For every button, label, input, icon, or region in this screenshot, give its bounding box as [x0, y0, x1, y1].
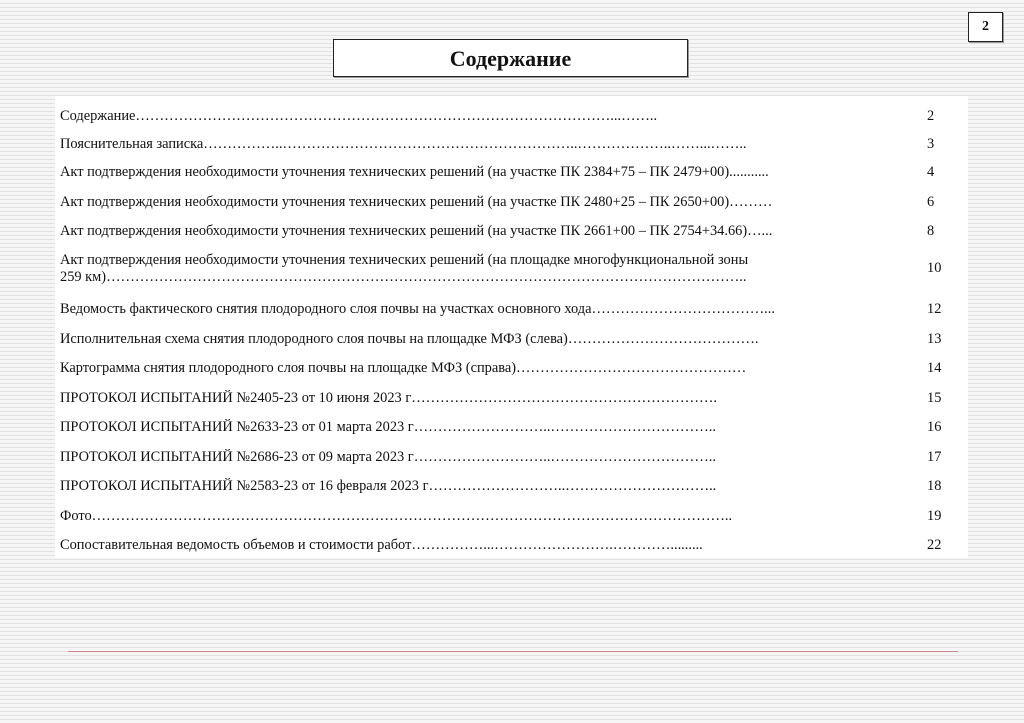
- page-number: 2: [968, 12, 1003, 42]
- toc-entry-title: [60, 252, 912, 286]
- toc-entry-page: 10: [927, 260, 942, 276]
- toc-entry-title: Фото……………………………………………………………………………………………………………………..: [60, 508, 733, 524]
- toc-entry-page: 22: [927, 537, 942, 553]
- toc-entry-page: 18: [927, 478, 942, 494]
- toc-entry-page: 14: [927, 360, 942, 376]
- toc-entry-title: Картограмма снятия плодородного слоя почвы на площадке МФЗ (справа)…………………………………………: [60, 360, 747, 376]
- page-title: Содержание: [333, 39, 688, 77]
- toc-entry-page: 3: [927, 136, 935, 152]
- toc-entry-page: 6: [927, 194, 935, 210]
- toc-entry-title: ПРОТОКОЛ ИСПЫТАНИЙ №2405-23 от 10 июня 2023 г……………………………………………………….: [60, 390, 718, 406]
- table-of-contents: [55, 96, 968, 558]
- toc-entry-page: 19: [927, 508, 942, 524]
- toc-entry-title-line1: Акт подтверждения необходимости уточнения технических решений (на площадке многофункциональной зоны: [60, 252, 749, 268]
- toc-entry-page: 8: [927, 223, 935, 239]
- toc-entry-title: Содержание………………………………………………………………………………………...……..: [60, 108, 658, 124]
- toc-entry-title: ПРОТОКОЛ ИСПЫТАНИЙ №2686-23 от 09 марта 2023 г………………………..……………………………..: [60, 449, 716, 465]
- toc-entry-page: 13: [927, 331, 942, 347]
- toc-entry-title: Акт подтверждения необходимости уточнения технических решений (на участке ПК 2661+00 – ПК 2754+34.66)…...: [60, 223, 773, 239]
- toc-entry-title: Акт подтверждения необходимости уточнения технических решений (на участке ПК 2384+75 – ПК 2479+00)...........: [60, 164, 769, 180]
- toc-entry-title: ПРОТОКОЛ ИСПЫТАНИЙ №2633-23 от 01 марта 2023 г………………………..……………………………..: [60, 419, 716, 435]
- toc-entry-title: Акт подтверждения необходимости уточнения технических решений (на участке ПК 2480+25 – ПК 2650+00)………: [60, 194, 773, 210]
- toc-entry-page: 17: [927, 449, 942, 465]
- toc-entry-title: Сопоставительная ведомость объемов и стоимости работ……………...…………………….………….........: [60, 537, 703, 553]
- toc-entry-title-line2: 259 км)……………………………………………………………………………………………………………………..: [60, 269, 747, 285]
- toc-entry-page: 4: [927, 164, 935, 180]
- toc-entry-title: Ведомость фактического снятия плодородного слоя почвы на участках основного хода………………………………...: [60, 301, 775, 317]
- toc-entry-page: 16: [927, 419, 942, 435]
- toc-entry-title: Исполнительная схема снятия плодородного слоя почвы на площадке МФЗ (слева)………………………………….: [60, 331, 759, 347]
- toc-entry-page: 12: [927, 301, 942, 317]
- toc-entry-page: 15: [927, 390, 942, 406]
- footer-divider: [68, 651, 958, 652]
- toc-entry-page: 2: [927, 108, 935, 124]
- toc-entry-title: ПРОТОКОЛ ИСПЫТАНИЙ №2583-23 от 16 февраля 2023 г………………………..…………………………..: [60, 478, 717, 494]
- toc-entry-title: Пояснительная записка……………..……………………………………………………..………………..……...……..: [60, 136, 747, 152]
